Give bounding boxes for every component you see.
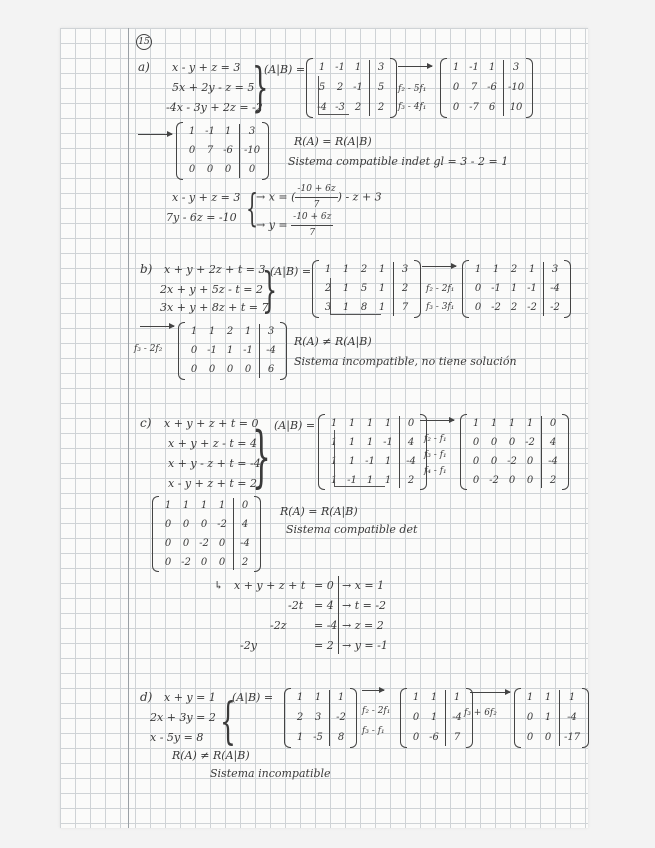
part-c-op-1: f₂ - f₁ <box>424 434 447 444</box>
part-a-rank: R(A) = R(A|B) <box>294 135 372 148</box>
part-c-back-rhs-2: = 4 <box>314 599 334 612</box>
part-b-matrix-3: 1 0 0 1 -1 0 2 1 0 1 -1 0 3 -4 6 <box>178 322 287 380</box>
part-c-result: Sistema compatible det <box>286 523 418 536</box>
part-a-pivot-stair <box>318 76 349 115</box>
part-c-rank: R(A) = R(A|B) <box>280 505 358 518</box>
part-c-augmented-label: (A|B) = <box>274 419 316 432</box>
part-b-system-brace: } <box>262 262 278 318</box>
part-a-op-2: f₃ - 4f₁ <box>398 102 427 112</box>
part-a-result: Sistema compatible indet gl = 3 - 2 = 1 <box>288 155 509 168</box>
part-b-arrow-2 <box>140 326 174 327</box>
part-d-arrow-2 <box>470 692 510 693</box>
part-c-back-lhs-3: -2z <box>270 619 287 632</box>
part-d-matrix-3: 1 0 0 1 1 0 1 -4 -17 <box>514 688 589 748</box>
margin-line <box>128 28 129 828</box>
part-d-rank: R(A) ≠ R(A|B) <box>172 749 250 762</box>
part-d-eq1: x + y = 1 <box>164 691 216 704</box>
exercise-number: 15 <box>136 34 152 50</box>
part-a-system-brace: } <box>252 58 269 118</box>
part-d-matrix-1: 1 2 1 1 3 -5 1 -2 8 <box>284 688 357 748</box>
part-c-back-rhs-3: = -4 <box>314 619 338 632</box>
part-c-sol-y: → y = -1 <box>342 639 388 652</box>
part-c-pivot-stair <box>334 430 385 487</box>
part-c-op-3: f₄ - f₁ <box>424 466 447 476</box>
part-b-label: b) <box>140 262 153 276</box>
part-b-eq1: x + y + 2z + t = 3 <box>164 263 266 276</box>
part-c-matrix-2: 1 0 0 0 1 0 0 -2 1 0 -2 0 1 -2 0 0 0 4 -4 2 <box>460 414 569 490</box>
part-a-op-1: f₂ - 5f₁ <box>398 84 427 94</box>
part-a-sys-eq2: 7y - 6z = -10 <box>166 211 237 224</box>
part-b-arrow-1 <box>422 266 456 267</box>
part-d-matrix-2: 1 0 0 1 1 -6 1 -4 7 <box>400 688 473 748</box>
part-b-eq3: 3x + y + 8z + t = 7 <box>160 301 269 314</box>
part-b-matrix-1: 1 2 3 1 1 1 2 5 8 1 1 1 3 2 7 <box>312 260 421 318</box>
part-c-label: c) <box>140 416 152 430</box>
part-c-op-2: f₃ - f₁ <box>424 450 447 460</box>
part-a-matrix-3: 1 0 0 -1 7 0 1 -6 0 3 -10 0 <box>176 122 269 180</box>
part-a-matrix-2: 1 0 0 -1 7 -7 1 -6 6 3 -10 10 <box>440 58 533 118</box>
part-c-back-rhs-1: = 0 <box>314 579 334 592</box>
part-c-back-divider <box>338 576 339 654</box>
part-d-label: d) <box>140 690 153 704</box>
part-a-eq2: 5x + 2y - z = 5 <box>172 81 255 94</box>
part-a-arrow-1 <box>398 66 432 67</box>
part-c-matrix-1: 1 1 1 1 1 1 1 -1 1 1 -1 1 1 -1 1 1 0 4 -4 2 <box>318 414 427 490</box>
part-a-eq1: x - y + z = 3 <box>172 61 241 74</box>
part-b-eq2: 2x + y + 5z - t = 2 <box>160 283 263 296</box>
part-a-solution-x: → x = ( $\frac{-10 + 6z}{7}$ ) - z + 3 <box>256 184 382 210</box>
part-c-eq4: x - y + z + t = 2 <box>168 477 257 490</box>
part-c-back-arrow: ↳ <box>214 579 224 592</box>
part-c-eq1: x + y + z + t = 0 <box>164 417 259 430</box>
part-a-arrow-2 <box>138 134 172 135</box>
part-b-op-3: f₃ - 2f₂ <box>134 344 163 354</box>
part-a-solution-brace: { <box>246 186 259 230</box>
part-d-arrow-1 <box>362 690 384 691</box>
part-d-result: Sistema incompatible <box>210 767 331 780</box>
part-d-op-3: f₃ + 6f₂ <box>464 708 497 718</box>
part-d-augmented-label: (A|B) = <box>232 691 274 704</box>
part-c-arrow-1 <box>420 420 454 421</box>
part-a-augmented-label: (A|B) = <box>264 63 306 76</box>
part-d-eq3: x - 5y = 8 <box>150 731 204 744</box>
part-c-eq2: x + y + z - t = 4 <box>168 437 257 450</box>
part-c-back-lhs-2: -2t <box>288 599 304 612</box>
part-c-sol-x: → x = 1 <box>342 579 385 592</box>
part-a-matrix-1: 1 5 -4 -1 2 -3 1 -1 2 3 5 2 <box>306 58 397 118</box>
part-c-back-rhs-4: = 2 <box>314 639 334 652</box>
part-b-pivot-stair <box>330 278 381 315</box>
part-b-result: Sistema incompatible, no tiene solución <box>294 355 517 368</box>
part-a-solution-y: → y = $\frac{-10 + 6z}{7}$ <box>256 212 332 238</box>
part-d-system-brace: { <box>220 692 236 750</box>
part-c-back-lhs-4: -2y <box>240 639 257 652</box>
part-c-system-brace: } <box>252 418 271 495</box>
part-c-matrix-3: 1 0 0 0 1 0 0 -2 1 0 -2 0 1 -2 0 0 0 4 -4 2 <box>152 496 261 572</box>
part-a-sys-eq1: x - y + z = 3 <box>172 191 241 204</box>
part-d-op-1: f₂ - 2f₁ <box>362 706 391 716</box>
part-c-sol-z: → z = 2 <box>342 619 384 632</box>
part-b-augmented-label: (A|B) = <box>270 265 312 278</box>
part-b-op-2: f₃ - 3f₁ <box>426 302 455 312</box>
part-c-back-lhs-1: x + y + z + t <box>234 579 306 592</box>
part-b-op-1: f₂ - 2f₁ <box>426 284 455 294</box>
part-d-op-2: f₃ - f₁ <box>362 726 385 736</box>
part-c-sol-t: → t = -2 <box>342 599 387 612</box>
part-b-matrix-2: 1 0 0 1 -1 -2 2 1 2 1 -1 -2 3 -4 -2 <box>462 260 571 318</box>
part-a-label: a) <box>138 60 150 74</box>
part-b-rank: R(A) ≠ R(A|B) <box>294 335 372 348</box>
part-a-eq3: -4x - 3y + 2z = -2 <box>166 101 263 114</box>
part-d-eq2: 2x + 3y = 2 <box>150 711 216 724</box>
part-c-eq3: x + y - z + t = -4 <box>168 457 261 470</box>
